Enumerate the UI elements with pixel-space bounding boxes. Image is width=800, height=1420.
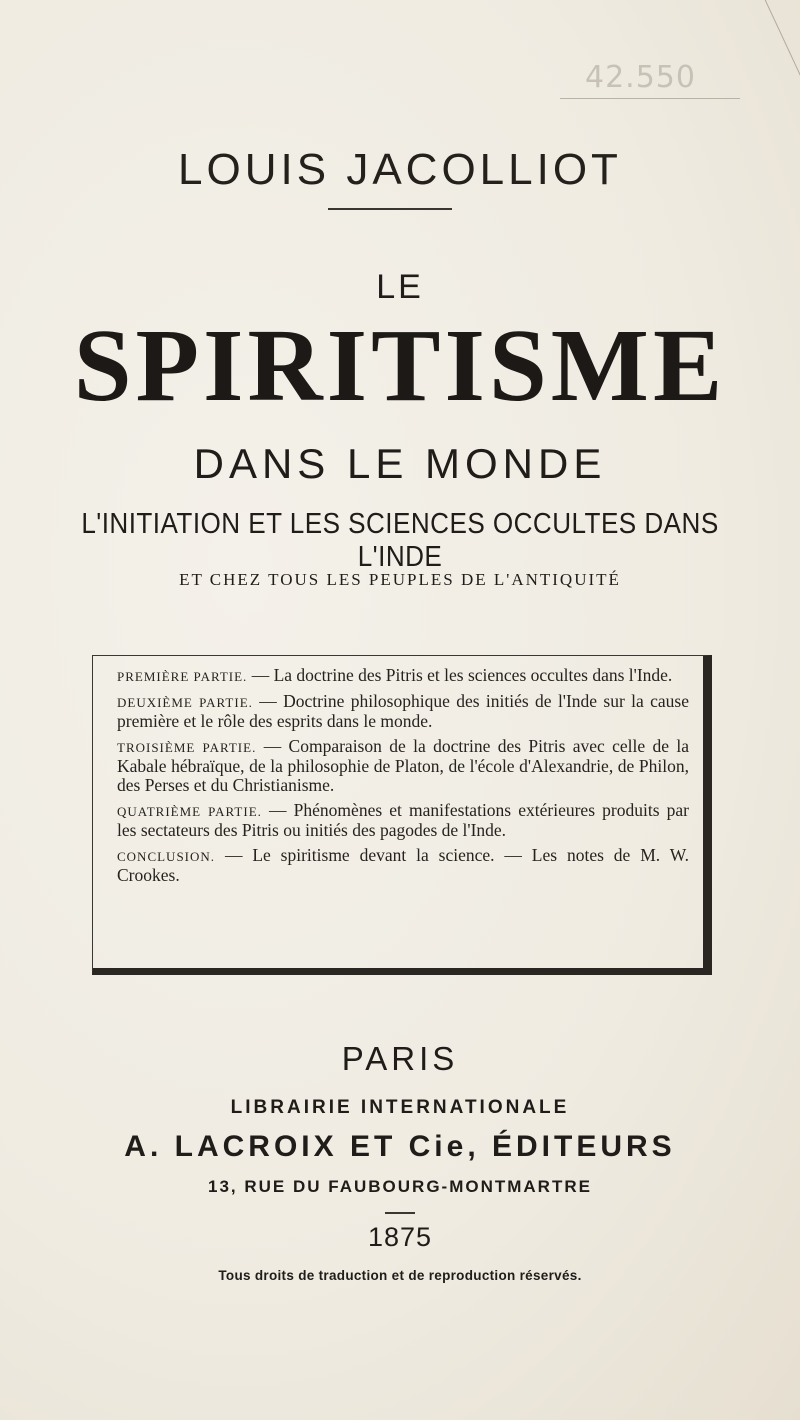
contents-entry-label: DEUXIÈME PARTIE. (117, 695, 253, 710)
contents-entry-label: CONCLUSION. (117, 849, 216, 864)
imprint-publisher-line: LIBRAIRIE INTERNATIONALE (230, 1097, 570, 1118)
contents-entry-label: QUATRIÈME PARTIE. (117, 804, 262, 819)
imprint-address: 13, RUE DU FAUBOURG-MONTMARTRE (208, 1177, 592, 1196)
contents-entry-label: PREMIÈRE PARTIE. (117, 669, 248, 684)
contents-entry (117, 737, 689, 795)
author-name: LOUIS JACOLLIOT (178, 145, 622, 194)
contents-box (92, 655, 712, 975)
subtitle-line-2: ET CHEZ TOUS LES PEUPLES DE L'ANTIQUITÉ (179, 570, 621, 589)
contents-entry-text: — La doctrine des Pitris et les sciences occultes dans l'Inde. (251, 665, 673, 685)
rights-notice: Tous droits de traduction et de reproduction réservés. (218, 1268, 582, 1283)
book-title: SPIRITISME (73, 308, 727, 423)
contents-entry (117, 801, 689, 840)
contents-entry-text: — Phénomènes et manifestations extérieures produits par les sectateurs des Pitris ou initiés des pagodes de l'Inde. (117, 800, 689, 840)
contents-entry-text: — Doctrine philosophique des initiés de l'Inde sur la cause première et le rôle des esprits dans le monde. (117, 691, 690, 731)
corner-fold-line (760, 0, 800, 99)
imprint-city: PARIS (341, 1040, 459, 1077)
imprint-publisher-name: A. LACROIX ET Cie, ÉDITEURS (124, 1130, 676, 1163)
contents-entry (117, 692, 689, 731)
annotation-rule (560, 98, 740, 99)
author-divider (328, 208, 452, 210)
contents-entry-text: — Comparaison de la doctrine des Pitris avec celle de la Kabale hébraïque, de la philosophie de Platon, de l'école d'Alexandrie, de Philon, des Perses et du Christianisme. (117, 736, 690, 795)
publication-year: 1875 (367, 1222, 433, 1252)
contents-entry (117, 846, 689, 885)
contents-entry (117, 666, 689, 686)
contents-entry-label: TROISIÈME PARTIE. (117, 740, 257, 755)
subtitle-line-1: L'INITIATION ET LES SCIENCES OCCULTES DANS L'INDE (81, 508, 719, 573)
contents-entry-text: — Le spiritisme devant la science. — Les notes de M. W. Crookes. (117, 845, 689, 885)
imprint-divider (385, 1212, 415, 1214)
title-article: LE (376, 268, 424, 306)
handwritten-call-number: 42.550 (585, 60, 696, 95)
title-continuation: DANS LE MONDE (193, 440, 607, 487)
